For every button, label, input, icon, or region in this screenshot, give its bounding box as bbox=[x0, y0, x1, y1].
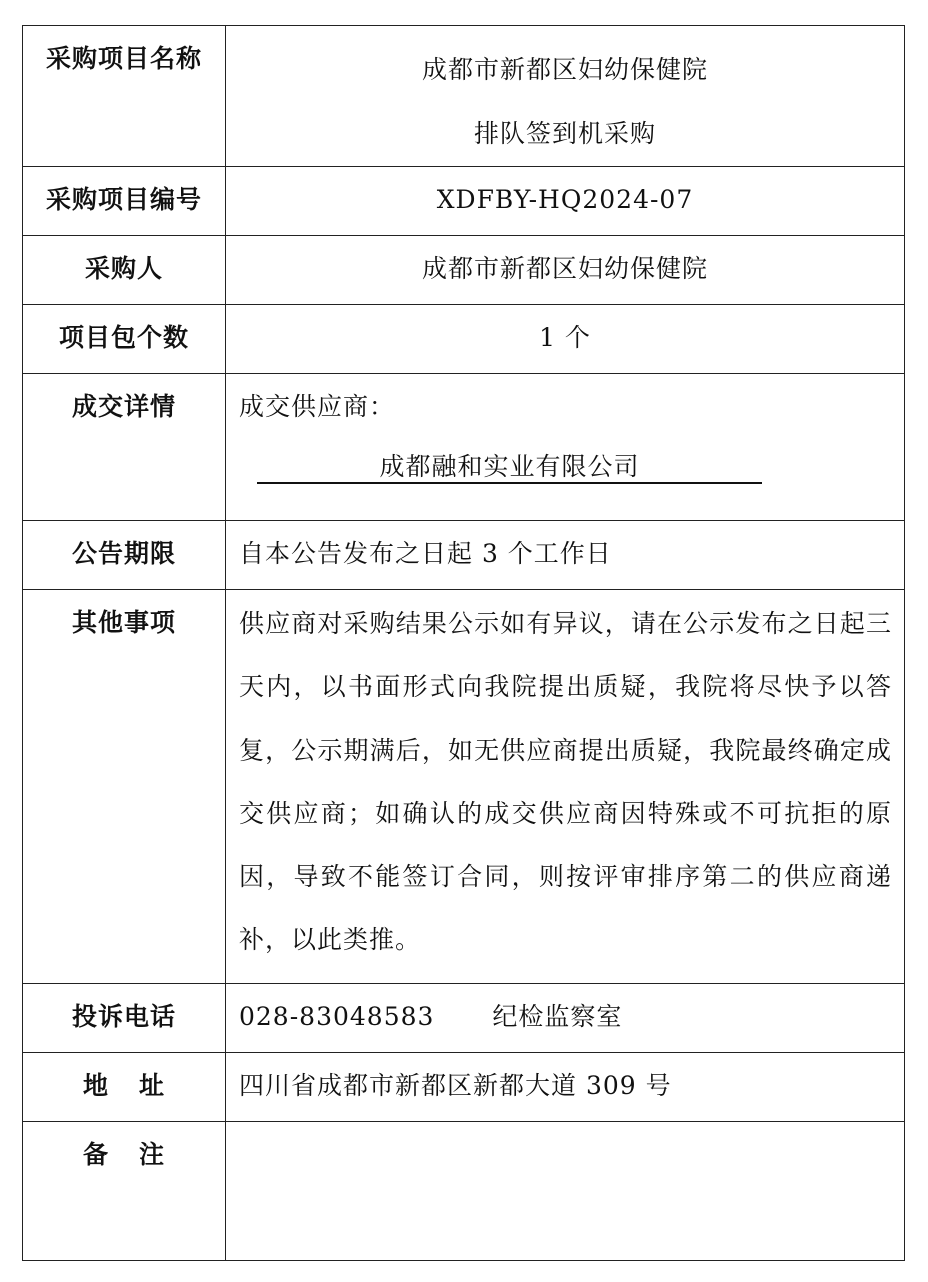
other-matters-text: 供应商对采购结果公示如有异议，请在公示发布之日起三天内，以书面形式向我院提出质疑，我院将尽快予以答复，公示期满后，如无供应商提出质疑，我院最终确定成交供应商；如确认的成交供应商因特殊或不可抗拒的原因，导致不能签订合同，则按评审排序第二的供应商递补，以此类推。 bbox=[239, 609, 892, 955]
value-project-number: XDFBY-HQ2024-07 bbox=[226, 167, 905, 236]
label-notice-period: 公告期限 bbox=[23, 521, 226, 590]
row-notice-period bbox=[23, 521, 905, 590]
complaint-phone-number: 028-83048583 bbox=[239, 1002, 435, 1031]
complaint-department: 纪检监察室 bbox=[492, 1002, 623, 1031]
label-remarks-char2: 注 bbox=[139, 1140, 166, 1169]
value-purchaser: 成都市新都区妇幼保健院 bbox=[226, 236, 905, 305]
label-remarks-char1: 备 bbox=[82, 1140, 109, 1169]
label-project-number: 采购项目编号 bbox=[23, 167, 226, 236]
value-notice-period: 自本公告发布之日起 3 个工作日 bbox=[226, 521, 905, 590]
label-address-char2: 址 bbox=[139, 1071, 166, 1100]
supplier-name: 成都融和实业有限公司 bbox=[257, 452, 762, 484]
supplier-label: 成交供应商： bbox=[239, 392, 396, 421]
project-name-line2: 排队签到机采购 bbox=[473, 119, 656, 148]
label-complaint-phone: 投诉电话 bbox=[23, 984, 226, 1053]
label-other-matters: 其他事项 bbox=[23, 590, 226, 984]
row-project-name bbox=[23, 26, 905, 167]
value-complaint-phone bbox=[226, 984, 905, 1053]
value-remarks bbox=[226, 1122, 905, 1261]
value-package-count: 1 个 bbox=[226, 305, 905, 374]
value-project-name bbox=[226, 26, 905, 167]
label-purchaser: 采购人 bbox=[23, 236, 226, 305]
label-project-name: 采购项目名称 bbox=[23, 26, 226, 167]
row-deal-details bbox=[23, 374, 905, 521]
label-remarks bbox=[23, 1122, 226, 1261]
row-purchaser bbox=[23, 236, 905, 305]
label-deal-details: 成交详情 bbox=[23, 374, 226, 521]
row-package-count bbox=[23, 305, 905, 374]
label-address bbox=[23, 1053, 226, 1122]
row-complaint-phone bbox=[23, 984, 905, 1053]
row-remarks bbox=[23, 1122, 905, 1261]
label-package-count: 项目包个数 bbox=[23, 305, 226, 374]
row-project-number bbox=[23, 167, 905, 236]
value-other-matters bbox=[226, 590, 905, 984]
project-name-line1: 成都市新都区妇幼保健院 bbox=[421, 55, 708, 84]
value-address: 四川省成都市新都区新都大道 309 号 bbox=[226, 1053, 905, 1122]
value-deal-details bbox=[226, 374, 905, 521]
row-address bbox=[23, 1053, 905, 1122]
row-other-matters bbox=[23, 590, 905, 984]
label-address-char1: 地 bbox=[82, 1071, 109, 1100]
procurement-result-table bbox=[22, 25, 905, 1261]
